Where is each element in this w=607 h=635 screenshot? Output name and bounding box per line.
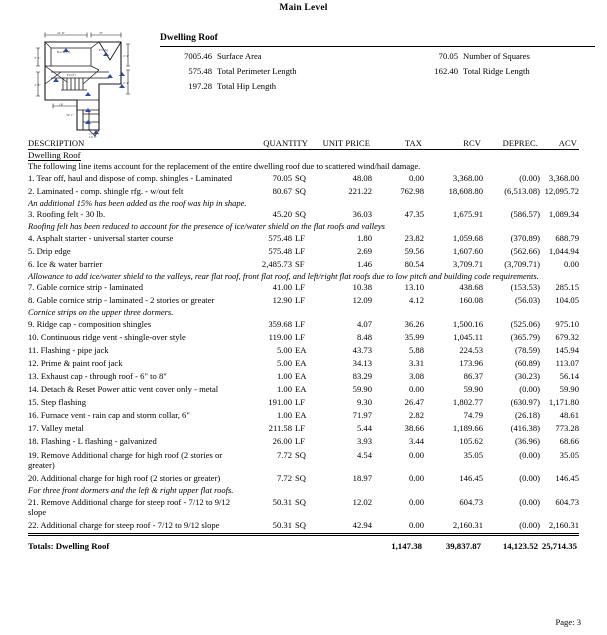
cell-description: 13. Exhaust cap - through roof - 6" to 8" xyxy=(28,371,167,382)
table-row xyxy=(28,171,579,184)
metric-label: Total Perimeter Length xyxy=(217,66,297,76)
metric-label: Number of Squares xyxy=(463,51,530,61)
cell-rcv: 35.05 xyxy=(463,449,483,460)
cell-tax: 0.00 xyxy=(408,496,424,507)
table-row xyxy=(28,357,579,370)
quantity-value: 1.00 xyxy=(276,410,292,421)
totals-row xyxy=(28,535,579,551)
svg-text:2' 4": 2' 4" xyxy=(123,81,130,85)
quantity-unit: SQ xyxy=(295,172,306,183)
svg-text:18': 18' xyxy=(59,102,64,107)
svg-text:2' 8": 2' 8" xyxy=(34,83,41,87)
cell-deprec: (0.00) xyxy=(519,496,540,507)
table-row xyxy=(28,294,579,307)
metric-label: Surface Area xyxy=(217,51,262,61)
cell-rcv: 1,189.66 xyxy=(452,423,483,434)
cell-acv: 773.28 xyxy=(555,423,579,434)
cell-description: 3. Roofing felt - 30 lb. xyxy=(28,209,106,220)
cell-tax: 762.98 xyxy=(400,185,424,196)
metric-surface-area xyxy=(160,51,262,61)
quantity-value: 2,485.73 xyxy=(261,258,292,269)
quantity-value: 7.72 xyxy=(276,473,292,484)
cell-deprec: (153.53) xyxy=(510,282,540,293)
table-note-text: The following line items account for the replacement of the entire dwelling roof due to scattered wind/hail damage. xyxy=(28,161,421,171)
table-row xyxy=(28,244,579,257)
quantity-unit: SQ xyxy=(295,520,306,531)
quantity-value: 5.00 xyxy=(276,344,292,355)
quantity-unit: EA xyxy=(295,344,307,355)
cell-description: 18. Flashing - L flashing - galvanized xyxy=(28,436,157,447)
cell-tax: 13.10 xyxy=(404,282,424,293)
quantity-value: 12.90 xyxy=(272,295,292,306)
quantity-unit: LF xyxy=(295,282,306,293)
svg-text:F3 (A): F3 (A) xyxy=(99,48,109,52)
cell-deprec: (36.96) xyxy=(514,436,540,447)
table-row xyxy=(28,344,579,357)
cell-unit-price: 59.90 xyxy=(352,384,372,395)
metric-total-perimeter-length xyxy=(160,66,297,76)
cell-unit-price: 4.07 xyxy=(356,318,372,329)
estimate-table xyxy=(28,138,579,551)
cell-description: 6. Ice & water barrier xyxy=(28,258,103,269)
cell-rcv: 3,709.71 xyxy=(452,258,483,269)
quantity-unit: LF xyxy=(295,436,306,447)
cell-description: 10. Continuous ridge vent - shingle-over style xyxy=(28,331,186,342)
cell-tax: 0.00 xyxy=(408,449,424,460)
column-header-deprec: DEPREC. xyxy=(502,138,538,148)
svg-text:F2 (F): F2 (F) xyxy=(67,73,76,77)
quantity-value: 119.00 xyxy=(268,331,292,342)
cell-unit-price: 10.38 xyxy=(352,282,372,293)
cell-rcv: 2,160.31 xyxy=(452,520,483,531)
cell-description: 14. Detach & Reset Power attic vent cover only - metal xyxy=(28,384,219,395)
metric-value: 7005.46 xyxy=(184,51,212,61)
column-header-description: DESCRIPTION xyxy=(28,138,85,148)
table-row xyxy=(28,472,579,485)
metric-total-ridge-length xyxy=(406,66,530,76)
totals-tax: 1,147.38 xyxy=(391,540,422,551)
column-header-quantity: QUANTITY xyxy=(263,138,308,148)
cell-description: 19. Remove Additional charge for high roof (2 stories or greater) xyxy=(28,449,223,470)
table-row xyxy=(28,519,579,532)
table-row xyxy=(28,184,579,197)
cell-unit-price: 5.44 xyxy=(356,423,372,434)
cell-deprec: (630.97) xyxy=(510,397,540,408)
cell-rcv: 173.96 xyxy=(459,357,483,368)
cell-quantity xyxy=(244,331,310,344)
summary-metrics xyxy=(160,51,595,99)
column-header-acv: ACV xyxy=(558,138,577,148)
cell-deprec: (6,513.08) xyxy=(504,185,540,196)
quantity-unit: EA xyxy=(295,357,307,368)
cell-unit-price: 2.69 xyxy=(356,245,372,256)
cell-quantity xyxy=(244,281,310,294)
cell-unit-price: 12.09 xyxy=(352,295,372,306)
cell-quantity xyxy=(244,317,310,330)
quantity-value: 26.00 xyxy=(272,436,292,447)
cell-rcv: 1,802.77 xyxy=(452,397,483,408)
svg-text:2' 4": 2' 4" xyxy=(123,54,130,58)
metric-number-of-squares xyxy=(406,51,530,61)
cell-quantity xyxy=(244,448,310,472)
cell-quantity xyxy=(244,519,310,532)
cell-tax: 4.12 xyxy=(408,295,424,306)
totals-rcv: 39,837.87 xyxy=(445,540,481,551)
quantity-unit: SF xyxy=(295,258,305,269)
table-row xyxy=(28,331,579,344)
cell-quantity xyxy=(244,208,310,221)
svg-text:41' 6": 41' 6" xyxy=(57,31,65,36)
table-section-label: Dwelling Roof xyxy=(28,150,81,160)
quantity-unit: LF xyxy=(295,232,306,243)
quantity-value: 191.00 xyxy=(268,397,292,408)
cell-deprec: (586.57) xyxy=(510,209,540,220)
cell-rcv: 1,607.60 xyxy=(452,245,483,256)
cell-unit-price: 34.13 xyxy=(352,357,372,368)
cell-deprec: (26.18) xyxy=(514,410,540,421)
cell-deprec: (0.00) xyxy=(519,384,540,395)
cell-description: 2. Laminated - comp. shingle rfg. - w/out felt xyxy=(28,185,184,196)
cell-description: 22. Additional charge for steep roof - 7/12 to 9/12 slope xyxy=(28,520,220,531)
table-row xyxy=(28,435,579,448)
cell-tax: 59.56 xyxy=(404,245,424,256)
cell-deprec: (416.38) xyxy=(510,423,540,434)
cell-deprec: (60.89) xyxy=(514,357,540,368)
cell-deprec: (0.00) xyxy=(519,449,540,460)
cell-deprec: (56.03) xyxy=(514,295,540,306)
cell-acv: 1,044.94 xyxy=(548,245,579,256)
quantity-value: 41.00 xyxy=(272,282,292,293)
cell-tax: 0.00 xyxy=(408,384,424,395)
quantity-unit: EA xyxy=(295,410,307,421)
cell-unit-price: 12.02 xyxy=(352,496,372,507)
cell-description: 21. Remove Additional charge for steep roof - 7/12 to 9/12 slope xyxy=(28,496,230,517)
cell-rcv: 146.45 xyxy=(459,473,483,484)
quantity-unit: SQ xyxy=(295,209,306,220)
table-note-text: Roofing felt has been reduced to account for the presence of ice/water shield on the flat roofs and valleys xyxy=(28,220,385,231)
cell-tax: 2.82 xyxy=(408,410,424,421)
quantity-value: 1.00 xyxy=(276,371,292,382)
cell-rcv: 18,608.80 xyxy=(448,185,483,196)
table-row xyxy=(28,409,579,422)
cell-description: 16. Furnace vent - rain cap and storm collar, 6" xyxy=(28,410,190,421)
cell-acv: 68.66 xyxy=(559,436,579,447)
cell-unit-price: 71.97 xyxy=(352,410,372,421)
table-note-row xyxy=(28,307,579,317)
summary-heading: Dwelling Roof xyxy=(160,33,218,43)
svg-text:17' 4": 17' 4" xyxy=(89,132,97,136)
quantity-value: 211.58 xyxy=(268,423,292,434)
cell-deprec: (0.00) xyxy=(519,520,540,531)
cell-deprec: (0.00) xyxy=(519,172,540,183)
cell-description: 20. Additional charge for high roof (2 stories or greater) xyxy=(28,473,221,484)
cell-acv: 145.94 xyxy=(555,344,579,355)
quantity-value: 359.68 xyxy=(268,318,292,329)
cell-rcv: 160.08 xyxy=(459,295,483,306)
cell-tax: 0.00 xyxy=(408,172,424,183)
quantity-unit: EA xyxy=(295,384,307,395)
cell-deprec: (525.06) xyxy=(510,318,540,329)
metric-label: Total Hip Length xyxy=(217,81,277,91)
quantity-value: 50.31 xyxy=(272,496,292,507)
cell-quantity xyxy=(244,409,310,422)
table-row xyxy=(28,396,579,409)
cell-quantity xyxy=(244,396,310,409)
page-title: Main Level xyxy=(279,3,328,13)
quantity-value: 50.31 xyxy=(272,520,292,531)
table-row xyxy=(28,257,579,270)
cell-acv: 56.14 xyxy=(559,371,579,382)
page-number-footer: Page: 3 xyxy=(555,617,581,627)
cell-rcv: 1,059.68 xyxy=(452,232,483,243)
metric-value: 70.05 xyxy=(438,51,458,61)
quantity-unit: LF xyxy=(295,423,306,434)
quantity-unit: SQ xyxy=(295,185,306,196)
cell-rcv: 1,045.11 xyxy=(453,331,483,342)
cell-tax: 0.00 xyxy=(408,520,424,531)
cell-acv: 679.32 xyxy=(555,331,579,342)
table-section-label-row xyxy=(28,150,579,162)
table-note-row xyxy=(28,161,579,171)
cell-tax: 5.88 xyxy=(408,344,424,355)
cell-description: 8. Gable cornice strip - laminated - 2 stories or greater xyxy=(28,295,215,306)
cell-unit-price: 1.46 xyxy=(356,258,372,269)
table-row xyxy=(28,448,579,472)
cell-description: 7. Gable cornice strip - laminated xyxy=(28,282,144,293)
cell-rcv: 224.53 xyxy=(459,344,483,355)
table-note-row xyxy=(28,198,579,208)
cell-acv: 3,368.00 xyxy=(548,172,579,183)
cell-unit-price: 83.29 xyxy=(352,371,372,382)
table-header xyxy=(28,138,579,150)
table-note-text: Allowance to add ice/water shield to the valleys, rear flat roof, front flat roof, and left/right flat roofs due to low pitch and building code requirements. xyxy=(28,270,539,281)
svg-text:37': 37' xyxy=(99,31,104,36)
cell-tax: 0.00 xyxy=(408,473,424,484)
cell-deprec: (365.79) xyxy=(510,331,540,342)
cell-unit-price: 36.03 xyxy=(352,209,372,220)
cell-quantity xyxy=(244,231,310,244)
cell-quantity xyxy=(244,495,310,519)
column-header-unit-price: UNIT PRICE xyxy=(322,138,370,148)
cell-quantity xyxy=(244,357,310,370)
cell-deprec: (3,709.71) xyxy=(504,258,540,269)
cell-unit-price: 43.73 xyxy=(352,344,372,355)
cell-acv: 1,089.34 xyxy=(548,209,579,220)
cell-rcv: 59.90 xyxy=(463,384,483,395)
table-row xyxy=(28,383,579,396)
svg-text:3' 1": 3' 1" xyxy=(34,56,41,60)
cell-quantity xyxy=(244,244,310,257)
cell-tax: 47.35 xyxy=(404,209,424,220)
cell-rcv: 438.68 xyxy=(459,282,483,293)
cell-acv: 604.73 xyxy=(555,496,579,507)
cell-rcv: 604.73 xyxy=(459,496,483,507)
cell-acv: 0.00 xyxy=(563,258,579,269)
cell-acv: 285.15 xyxy=(555,282,579,293)
svg-text:Roof2 (1): Roof2 (1) xyxy=(57,50,71,54)
cell-tax: 3.08 xyxy=(408,371,424,382)
cell-acv: 975.10 xyxy=(555,318,579,329)
quantity-value: 5.00 xyxy=(276,357,292,368)
table-body xyxy=(28,150,579,551)
cell-description: 9. Ridge cap - composition shingles xyxy=(28,318,152,329)
table-note-row xyxy=(28,221,579,231)
quantity-value: 1.00 xyxy=(276,384,292,395)
cell-quantity xyxy=(244,171,310,184)
cell-rcv: 1,675.91 xyxy=(452,209,483,220)
cell-rcv: 74.79 xyxy=(463,410,483,421)
cell-quantity xyxy=(244,472,310,485)
cell-acv: 12,095.72 xyxy=(544,185,579,196)
table-row xyxy=(28,317,579,330)
table-header-row xyxy=(28,138,579,148)
cell-deprec: (78.59) xyxy=(514,344,540,355)
svg-text:14' 9": 14' 9" xyxy=(89,135,97,138)
cell-description: 17. Valley metal xyxy=(28,423,84,434)
cell-acv: 104.05 xyxy=(555,295,579,306)
cell-quantity xyxy=(244,344,310,357)
cell-acv: 113.07 xyxy=(555,357,579,368)
quantity-unit: LF xyxy=(295,331,306,342)
cell-description: 4. Asphalt starter - universal starter course xyxy=(28,232,174,243)
quantity-unit: SQ xyxy=(295,449,306,460)
cell-tax: 3.31 xyxy=(408,357,424,368)
table-row xyxy=(28,208,579,221)
cell-unit-price: 48.08 xyxy=(352,172,372,183)
roof-plan-diagram xyxy=(33,26,136,138)
quantity-value: 7.72 xyxy=(276,449,292,460)
table-note-text: An additional 15% has been added as the roof was hip in shape. xyxy=(28,197,247,208)
cell-acv: 2,160.31 xyxy=(548,520,579,531)
metric-value: 162.40 xyxy=(434,66,458,76)
table-row xyxy=(28,231,579,244)
quantity-value: 575.48 xyxy=(268,245,292,256)
cell-acv: 59.90 xyxy=(559,384,579,395)
summary-divider xyxy=(160,46,595,47)
quantity-unit: LF xyxy=(295,397,306,408)
table-note-row xyxy=(28,271,579,281)
cell-acv: 1,171.80 xyxy=(548,397,579,408)
cell-acv: 146.45 xyxy=(555,473,579,484)
quantity-unit: LF xyxy=(295,245,306,256)
column-header-rcv: RCV xyxy=(463,138,481,148)
cell-rcv: 86.37 xyxy=(463,371,483,382)
cell-deprec: (370.89) xyxy=(510,232,540,243)
cell-unit-price: 3.93 xyxy=(356,436,372,447)
quantity-unit: LF xyxy=(295,295,306,306)
cell-description: 5. Drip edge xyxy=(28,245,71,256)
cell-description: 1. Tear off, haul and dispose of comp. shingles - Laminated xyxy=(28,172,233,183)
quantity-value: 80.67 xyxy=(272,185,292,196)
cell-tax: 26.47 xyxy=(404,397,424,408)
cell-description: 15. Step flashing xyxy=(28,397,87,408)
metric-value: 575.48 xyxy=(188,66,212,76)
table-row xyxy=(28,281,579,294)
quantity-value: 575.48 xyxy=(268,232,292,243)
quantity-unit: LF xyxy=(295,318,306,329)
cell-rcv: 3,368.00 xyxy=(452,172,483,183)
table-note-text: Cornice strips on the upper three dormers. xyxy=(28,307,174,318)
column-header-tax: TAX xyxy=(404,138,422,148)
table-note-row xyxy=(28,485,579,495)
cell-quantity xyxy=(244,370,310,383)
totals-label: Totals: Dwelling Roof xyxy=(28,540,110,551)
cell-description: 12. Prime & paint roof jack xyxy=(28,357,123,368)
quantity-unit: SQ xyxy=(295,473,306,484)
metric-value: 197.28 xyxy=(188,81,212,91)
cell-deprec: (0.00) xyxy=(519,473,540,484)
cell-tax: 38.66 xyxy=(404,423,424,434)
cell-acv: 688.79 xyxy=(555,232,579,243)
cell-rcv: 105.62 xyxy=(459,436,483,447)
cell-quantity xyxy=(244,294,310,307)
cell-acv: 35.05 xyxy=(559,449,579,460)
cell-tax: 36.26 xyxy=(404,318,424,329)
cell-rcv: 1,500.16 xyxy=(452,318,483,329)
cell-deprec: (30.23) xyxy=(514,371,540,382)
svg-text:32' 1": 32' 1" xyxy=(66,113,74,117)
cell-tax: 35.99 xyxy=(404,331,424,342)
cell-unit-price: 18.97 xyxy=(352,473,372,484)
totals-acv: 25,714.35 xyxy=(541,540,577,551)
cell-quantity xyxy=(244,257,310,270)
cell-quantity xyxy=(244,422,310,435)
quantity-unit: EA xyxy=(295,371,307,382)
quantity-value: 70.05 xyxy=(272,172,292,183)
quantity-unit: SQ xyxy=(295,496,306,507)
cell-unit-price: 221.22 xyxy=(348,185,372,196)
cell-unit-price: 42.94 xyxy=(352,520,372,531)
table-row xyxy=(28,422,579,435)
totals-deprec: 14,123.52 xyxy=(502,540,538,551)
quantity-value: 45.20 xyxy=(272,209,292,220)
table-row xyxy=(28,495,579,519)
summary-block xyxy=(160,33,595,99)
cell-tax: 3.44 xyxy=(408,436,424,447)
cell-unit-price: 9.30 xyxy=(356,397,372,408)
cell-acv: 48.61 xyxy=(559,410,579,421)
cell-quantity xyxy=(244,435,310,448)
cell-tax: 23.82 xyxy=(404,232,424,243)
cell-description: 11. Flashing - pipe jack xyxy=(28,344,109,355)
cell-quantity xyxy=(244,383,310,396)
table-row xyxy=(28,370,579,383)
cell-deprec: (562.66) xyxy=(510,245,540,256)
estimate-table-container xyxy=(28,138,579,551)
metric-label: Total Ridge Length xyxy=(463,66,530,76)
cell-unit-price: 1.80 xyxy=(356,232,372,243)
cell-unit-price: 8.48 xyxy=(356,331,372,342)
cell-tax: 80.54 xyxy=(404,258,424,269)
metric-total-hip-length xyxy=(160,81,276,91)
cell-unit-price: 4.54 xyxy=(356,449,372,460)
cell-quantity xyxy=(244,184,310,197)
table-note-text: For three front dormers and the left & right upper flat roofs. xyxy=(28,484,234,495)
